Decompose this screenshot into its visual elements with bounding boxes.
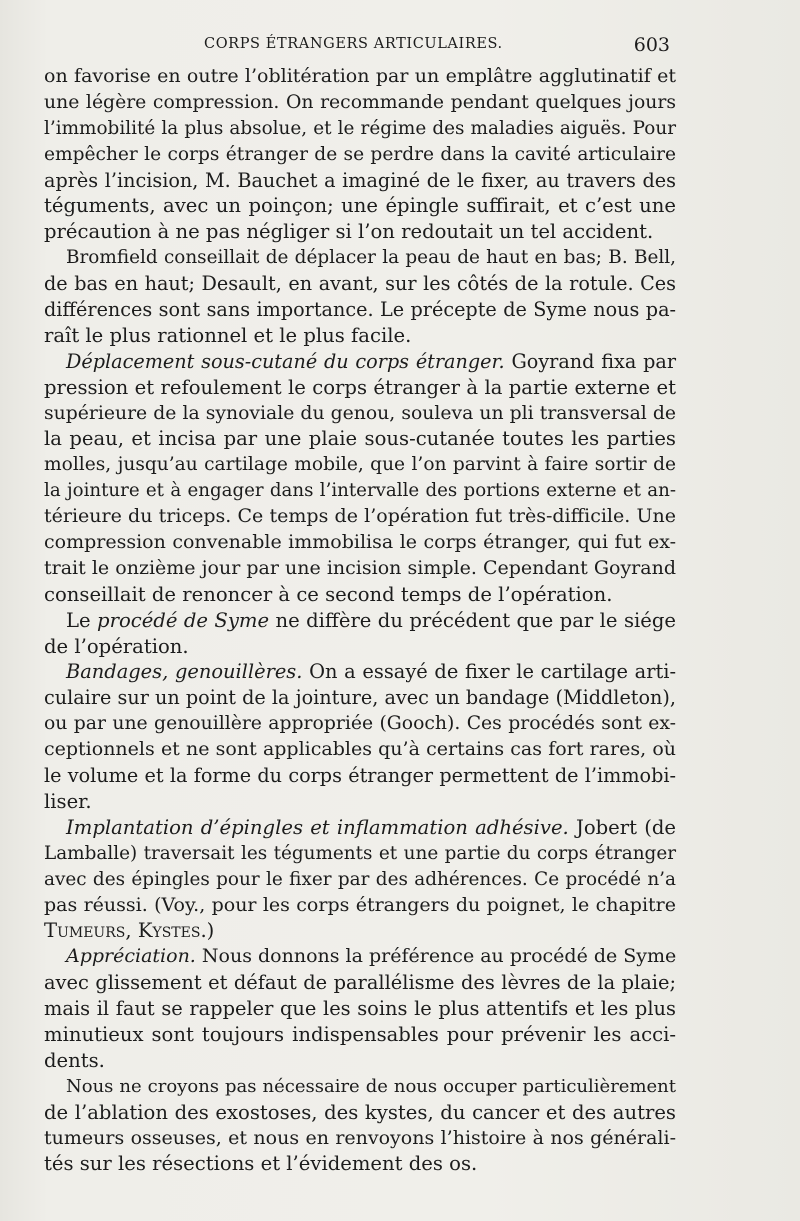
text-line: tumeurs osseuses, et nous en renvoyons l’histoire à nos générali- <box>44 1126 676 1149</box>
section-title: Implantation d’épingles et inflammation adhésive. <box>66 815 569 839</box>
paragraph-5 <box>44 659 676 814</box>
text-run: , <box>125 919 138 943</box>
text-run: On a essayé de fixer le cartilage arti- <box>302 660 677 684</box>
text-line: le volume et la forme du corps étranger permettent de l’immobi- <box>44 764 676 788</box>
body-text <box>44 64 676 1177</box>
text-run: ne diffère du précédent que par le siége <box>269 608 676 632</box>
paragraph-3 <box>44 349 676 608</box>
text-run: Jobert (de <box>568 815 676 839</box>
text-line: pas réussi. (Voy., pour les corps étrangers du poignet, le chapitre <box>44 893 676 916</box>
section-title: Bandages, genouillères. <box>66 660 303 684</box>
page-header <box>44 34 672 60</box>
paragraph-7 <box>44 944 676 1073</box>
text-line: on favorise en outre l’oblitération par un emplâtre agglutinatif et <box>44 65 676 87</box>
cross-reference: Tumeurs <box>44 919 126 943</box>
paragraph-8 <box>44 1074 676 1178</box>
text-line: culaire sur un point de la jointure, avec un bandage (Middleton), <box>44 686 676 710</box>
text-line: précaution à ne pas négliger si l’on redoutait un tel accident. <box>44 220 654 244</box>
text-line: de l’opération. <box>44 634 189 658</box>
paragraph-2 <box>44 245 676 349</box>
text-line <box>44 608 676 634</box>
text-line: liser. <box>44 789 92 813</box>
text-line <box>44 659 676 685</box>
text-line: conseillait de renoncer à ce second temps de l’opération. <box>44 582 613 606</box>
text-run: Goyrand fixa par <box>504 349 676 373</box>
text-line: tés sur les résections et l’évidement des os. <box>44 1152 478 1176</box>
text-line <box>44 944 676 970</box>
text-run: Nous donnons la préférence au procédé de Syme <box>195 945 677 968</box>
text-line: empêcher le corps étranger de se perdre dans la cavité articulaire <box>44 143 676 165</box>
text-line: après l’incision, M. Bauchet a imaginé de le fixer, au travers des <box>44 168 676 192</box>
text-run: .) <box>200 919 215 943</box>
text-line: pression et refoulement le corps étranger à la partie externe et <box>44 375 676 399</box>
text-line: différences sont sans importance. Le précepte de Syme nous pa- <box>44 298 676 322</box>
text-line: avec des épingles pour le fixer par des adhérences. Ce procédé n’a <box>44 868 676 890</box>
text-line: minutieux sont toujours indispensables pour prévenir les acci- <box>44 1022 676 1046</box>
text-line <box>44 815 676 841</box>
italic-term: procédé de Syme <box>97 608 270 632</box>
text-line: trait le onzième jour par une incision simple. Cependant Goyrand <box>44 556 676 579</box>
text-line: Nous ne croyons pas nécessaire de nous occuper particulièrement <box>66 1075 676 1097</box>
page-number: 603 <box>633 34 670 56</box>
section-title: Appréciation. <box>66 945 196 968</box>
text-line: dents. <box>44 1048 105 1072</box>
text-line: térieure du triceps. Ce temps de l’opération fut très-difficile. Une <box>44 505 676 528</box>
text-line: la jointure et à engager dans l’intervalle des portions externe et an- <box>44 480 676 502</box>
paragraph-1 <box>44 64 676 245</box>
text-line: avec glissement et défaut de parallélisme des lèvres de la plaie; <box>44 971 676 995</box>
cross-reference: Kystes <box>137 919 201 943</box>
text-run: Le <box>66 608 98 632</box>
text-line: raît le plus rationnel et le plus facile. <box>44 323 412 347</box>
text-line: la peau, et incisa par une plaie sous-cutanée toutes les parties <box>44 427 676 451</box>
text-line: ou par une genouillère appropriée (Gooch). Ces procédés sont ex- <box>44 713 676 735</box>
text-line: l’immobilité la plus absolue, et le régime des maladies aiguës. Pour <box>44 117 676 139</box>
paragraph-6 <box>44 815 676 944</box>
text-line: ceptionnels et ne sont applicables qu’à certains cas fort rares, où <box>44 738 676 761</box>
text-line: Bromfield conseillait de déplacer la peau de haut en bas; B. Bell, <box>66 247 676 269</box>
paragraph-4 <box>44 608 676 660</box>
text-line: de bas en haut; Desault, en avant, sur les côtés de la rotule. Ces <box>44 272 676 296</box>
text-line: Lamballe) traversait les téguments et une partie du corps étranger <box>44 842 676 864</box>
section-title: Déplacement sous-cutané du corps étranger. <box>66 349 505 373</box>
running-head: CORPS ÉTRANGERS ARTICULAIRES. <box>204 36 503 52</box>
text-line <box>44 349 676 375</box>
text-line <box>44 918 676 944</box>
text-line: supérieure de la synoviale du genou, souleva un pli transversal de <box>44 402 676 424</box>
text-line: téguments, avec un poinçon; une épingle suffirait, et c’est une <box>44 194 676 218</box>
text-line: mais il faut se rappeler que les soins le plus attentifs et les plus <box>44 997 676 1021</box>
text-line: une légère compression. On recommande pendant quelques jours <box>44 91 676 113</box>
text-line: molles, jusqu’au cartilage mobile, que l’on parvint à faire sortir de <box>44 454 676 476</box>
text-line: de l’ablation des exostoses, des kystes, du cancer et des autres <box>44 1100 676 1124</box>
text-line: compression convenable immobilisa le corps étranger, qui fut ex- <box>44 531 676 554</box>
